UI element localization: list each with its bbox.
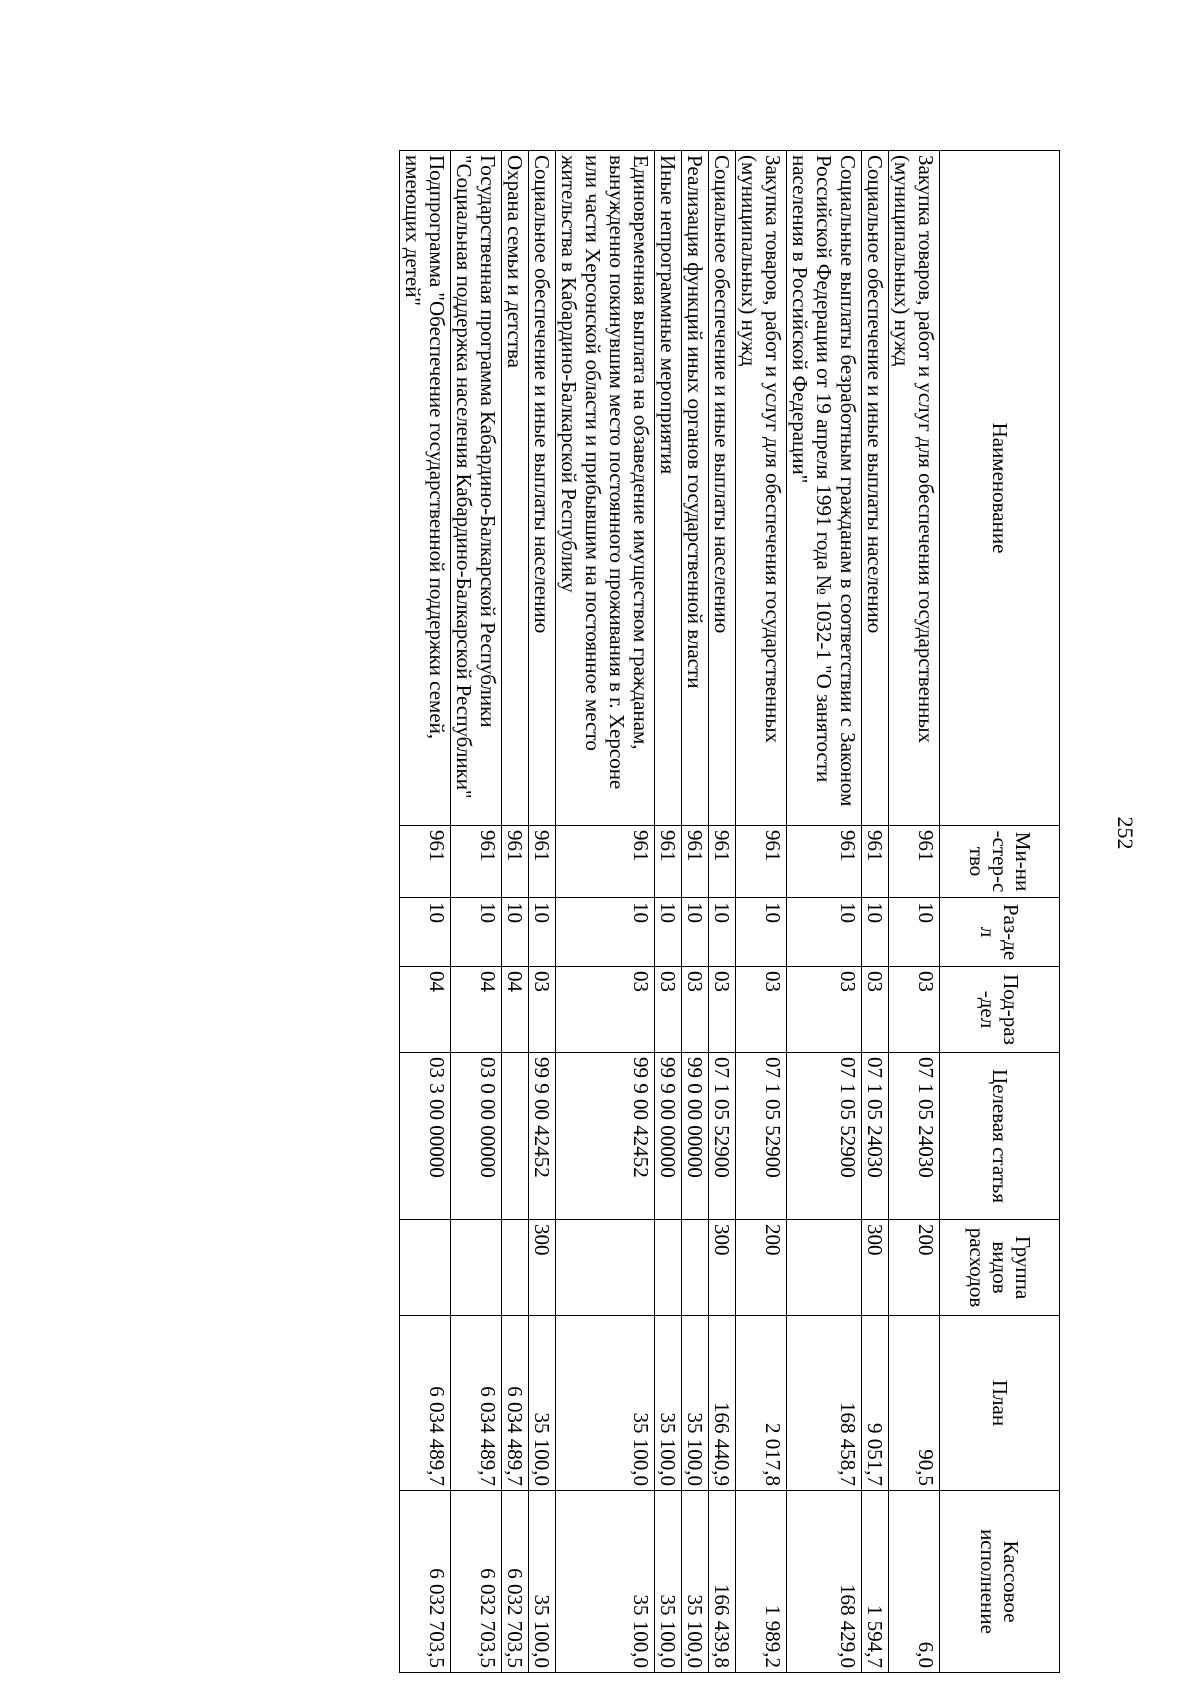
cell-name: Охрана семьи и детства — [502, 151, 529, 826]
cell-target: 07 1 05 52900 — [787, 1053, 862, 1220]
cell-section: 10 — [655, 898, 682, 967]
cell-subsection: 03 — [556, 967, 655, 1053]
header-group: Группа видов расходов — [940, 1220, 1060, 1316]
cell-target: 99 9 00 42452 — [556, 1053, 655, 1220]
cell-group — [502, 1220, 529, 1316]
cell-target: 99 9 00 42452 — [529, 1053, 556, 1220]
cell-name: Подпрограмма "Обеспечение государственной поддержки семей, имеющих детей" — [400, 151, 451, 826]
cell-ministry: 961 — [787, 826, 862, 898]
header-ministry: Ми-ни-стер-ство — [940, 826, 1060, 898]
cell-cash: 166 439,8 — [709, 1491, 736, 1673]
cell-group — [682, 1220, 709, 1316]
table-body — [400, 151, 940, 1673]
cell-group — [787, 1220, 862, 1316]
cell-plan: 2 017,8 — [736, 1316, 787, 1491]
page-number: 252 — [1113, 816, 1138, 850]
cell-cash: 35 100,0 — [529, 1491, 556, 1673]
cell-name: Закупка товаров, работ и услуг для обеспечения государственных (муниципальных) нужд — [889, 151, 940, 826]
table-row — [502, 151, 529, 1673]
cell-target: 03 3 00 00000 — [400, 1053, 451, 1220]
cell-subsection: 04 — [451, 967, 502, 1053]
cell-subsection: 03 — [682, 967, 709, 1053]
rotated-table-container — [140, 150, 1060, 1672]
cell-section: 10 — [862, 898, 889, 967]
budget-table — [399, 150, 1060, 1673]
cell-group: 200 — [889, 1220, 940, 1316]
cell-cash: 1 594,7 — [862, 1491, 889, 1673]
cell-name: Социальные выплаты безработным гражданам в соответствии с Законом Российской Федерации от 19 апреля 1991 года № 1032-1 "О занятости населения в Российской Федерации" — [787, 151, 862, 826]
cell-subsection: 04 — [400, 967, 451, 1053]
cell-target: 07 1 05 24030 — [889, 1053, 940, 1220]
header-section: Раз-дел — [940, 898, 1060, 967]
header-cash: Кассовое исполнение — [940, 1491, 1060, 1673]
cell-name: Закупка товаров, работ и услуг для обеспечения государственных (муниципальных) нужд — [736, 151, 787, 826]
table-row — [736, 151, 787, 1673]
cell-subsection: 03 — [655, 967, 682, 1053]
cell-name: Единовременная выплата на обзаведение имуществом гражданам, вынужденно покинувшим место постоянного проживания в г. Херсоне или части Херсонской области и прибывшим на постоянное место жительства в Кабардино-Балкарской Республику — [556, 151, 655, 826]
table-row — [451, 151, 502, 1673]
cell-plan: 9 051,7 — [862, 1316, 889, 1491]
table-row — [400, 151, 451, 1673]
cell-group — [655, 1220, 682, 1316]
table-row — [556, 151, 655, 1673]
cell-target — [502, 1053, 529, 1220]
cell-section: 10 — [682, 898, 709, 967]
cell-target: 07 1 05 24030 — [862, 1053, 889, 1220]
cell-subsection: 03 — [862, 967, 889, 1053]
cell-group — [451, 1220, 502, 1316]
cell-ministry: 961 — [862, 826, 889, 898]
cell-name: Государственная программа Кабардино-Балкарской Республики "Социальная поддержка населения Кабардино-Балкарской Республики" — [451, 151, 502, 826]
cell-target: 07 1 05 52900 — [736, 1053, 787, 1220]
cell-plan: 166 440,9 — [709, 1316, 736, 1491]
table-row — [787, 151, 862, 1673]
cell-section: 10 — [736, 898, 787, 967]
cell-group: 300 — [709, 1220, 736, 1316]
cell-target: 99 0 00 00000 — [682, 1053, 709, 1220]
cell-group: 300 — [529, 1220, 556, 1316]
cell-subsection: 03 — [787, 967, 862, 1053]
cell-ministry: 961 — [400, 826, 451, 898]
cell-section: 10 — [400, 898, 451, 967]
cell-cash: 1 989,2 — [736, 1491, 787, 1673]
cell-plan: 35 100,0 — [655, 1316, 682, 1491]
cell-section: 10 — [889, 898, 940, 967]
table-header-row — [940, 151, 1060, 1673]
cell-group — [556, 1220, 655, 1316]
cell-cash: 6,0 — [889, 1491, 940, 1673]
cell-subsection: 03 — [736, 967, 787, 1053]
header-name: Наименование — [940, 151, 1060, 826]
cell-ministry: 961 — [709, 826, 736, 898]
cell-target: 99 9 00 00000 — [655, 1053, 682, 1220]
cell-subsection: 04 — [502, 967, 529, 1053]
cell-group — [400, 1220, 451, 1316]
cell-ministry: 961 — [736, 826, 787, 898]
cell-plan: 35 100,0 — [682, 1316, 709, 1491]
cell-section: 10 — [709, 898, 736, 967]
cell-name: Социальное обеспечение и иные выплаты населению — [709, 151, 736, 826]
table-row — [655, 151, 682, 1673]
cell-subsection: 03 — [529, 967, 556, 1053]
cell-ministry: 961 — [556, 826, 655, 898]
cell-ministry: 961 — [451, 826, 502, 898]
cell-ministry: 961 — [889, 826, 940, 898]
cell-plan: 168 458,7 — [787, 1316, 862, 1491]
cell-name: Социальное обеспечение и иные выплаты населению — [862, 151, 889, 826]
cell-name: Социальное обеспечение и иные выплаты населению — [529, 151, 556, 826]
cell-target: 07 1 05 52900 — [709, 1053, 736, 1220]
header-target: Целевая статья — [940, 1053, 1060, 1220]
cell-section: 10 — [451, 898, 502, 967]
cell-plan: 35 100,0 — [556, 1316, 655, 1491]
table-row — [682, 151, 709, 1673]
cell-group: 300 — [862, 1220, 889, 1316]
cell-cash: 35 100,0 — [682, 1491, 709, 1673]
cell-ministry: 961 — [529, 826, 556, 898]
cell-ministry: 961 — [682, 826, 709, 898]
table-row — [889, 151, 940, 1673]
cell-group: 200 — [736, 1220, 787, 1316]
cell-cash: 168 429,0 — [787, 1491, 862, 1673]
header-plan: План — [940, 1316, 1060, 1491]
cell-name: Реализация функций иных органов государственной власти — [682, 151, 709, 826]
table-row — [862, 151, 889, 1673]
table-row — [709, 151, 736, 1673]
cell-subsection: 03 — [709, 967, 736, 1053]
cell-plan: 6 034 489,7 — [502, 1316, 529, 1491]
cell-section: 10 — [529, 898, 556, 967]
cell-section: 10 — [556, 898, 655, 967]
cell-subsection: 03 — [889, 967, 940, 1053]
cell-cash: 6 032 703,5 — [451, 1491, 502, 1673]
cell-plan: 35 100,0 — [529, 1316, 556, 1491]
cell-plan: 6 034 489,7 — [451, 1316, 502, 1491]
cell-ministry: 961 — [655, 826, 682, 898]
cell-name: Иные непрограммные мероприятия — [655, 151, 682, 826]
cell-cash: 6 032 703,5 — [400, 1491, 451, 1673]
cell-ministry: 961 — [502, 826, 529, 898]
cell-cash: 6 032 703,5 — [502, 1491, 529, 1673]
header-subsection: Под-раз-дел — [940, 967, 1060, 1053]
cell-target: 03 0 00 00000 — [451, 1053, 502, 1220]
cell-plan: 6 034 489,7 — [400, 1316, 451, 1491]
cell-cash: 35 100,0 — [556, 1491, 655, 1673]
cell-section: 10 — [502, 898, 529, 967]
cell-section: 10 — [787, 898, 862, 967]
table-row — [529, 151, 556, 1673]
cell-cash: 35 100,0 — [655, 1491, 682, 1673]
cell-plan: 90,5 — [889, 1316, 940, 1491]
